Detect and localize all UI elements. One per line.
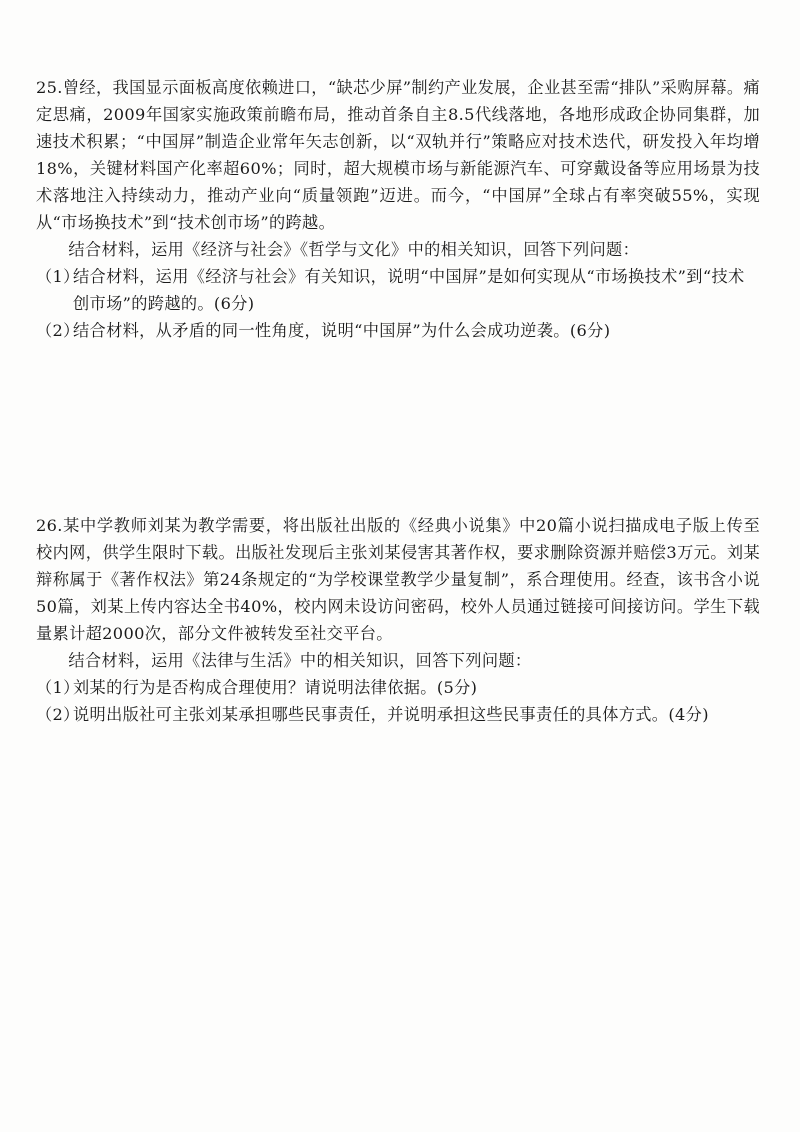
- question-25: [36, 74, 760, 344]
- sub-question-text: 结合材料，运用《经济与社会》有关知识，说明“中国屏”是如何实现从“市场换技术”到“技术创市场”的跨越的。(6分): [73, 267, 745, 313]
- question-25-prompt: 结合材料，运用《经济与社会》《哲学与文化》中的相关知识，回答下列问题：: [68, 240, 640, 259]
- sub-question-text: 刘某的行为是否构成合理使用？请说明法律依据。(5分): [73, 678, 478, 697]
- question-26-prompt: 结合材料，运用《法律与生活》中的相关知识，回答下列问题：: [68, 651, 532, 670]
- question-26-sub-2: [36, 701, 760, 728]
- question-26-sub-1: [36, 674, 760, 701]
- sub-question-text: 结合材料，从矛盾的同一性角度，说明“中国屏”为什么会成功逆袭。(6分): [73, 321, 611, 340]
- sub-question-number: （1）: [36, 678, 80, 697]
- question-26: [36, 512, 760, 728]
- question-25-material: 25.曾经，我国显示面板高度依赖进口，“缺芯少屏”制约产业发展，企业甚至需“排队”采购屏幕。痛定思痛，2009年国家实施政策前瞻布局，推动首条自主8.5代线落地，各地形成政企协同集群，加速技术积累；“中国屏”制造企业常年矢志创新，以“双轨并行”策略应对技术迭代，研发投入年均增18%，关键材料国产化率超60%；同时，超大规模市场与新能源汽车、可穿戴设备等应用场景为技术落地注入持续动力，推动产业向“质量领跑”迈进。而今，“中国屏”全球占有率突破55%，实现从“市场换技术”到“技术创市场”的跨越。: [36, 78, 760, 232]
- question-26-material: 26.某中学教师刘某为教学需要，将出版社出版的《经典小说集》中20篇小说扫描成电子版上传至校内网，供学生限时下载。出版社发现后主张刘某侵害其著作权，要求删除资源并赔偿3万元。刘某辩称属于《著作权法》第24条规定的“为学校课堂教学少量复制”，系合理使用。经查，该书含小说50篇，刘某上传内容达全书40%，校内网未设访问密码，校外人员通过链接可间接访问。学生下载量累计超2000次，部分文件被转发至社交平台。: [36, 516, 760, 643]
- sub-question-number: （2）: [36, 321, 80, 340]
- question-25-sub-1: [36, 263, 760, 317]
- sub-question-text: 说明出版社可主张刘某承担哪些民事责任，并说明承担这些民事责任的具体方式。(4分): [73, 705, 709, 724]
- sub-question-number: （2）: [36, 705, 80, 724]
- sub-question-number: （1）: [36, 267, 80, 286]
- question-25-sub-2: [36, 317, 760, 344]
